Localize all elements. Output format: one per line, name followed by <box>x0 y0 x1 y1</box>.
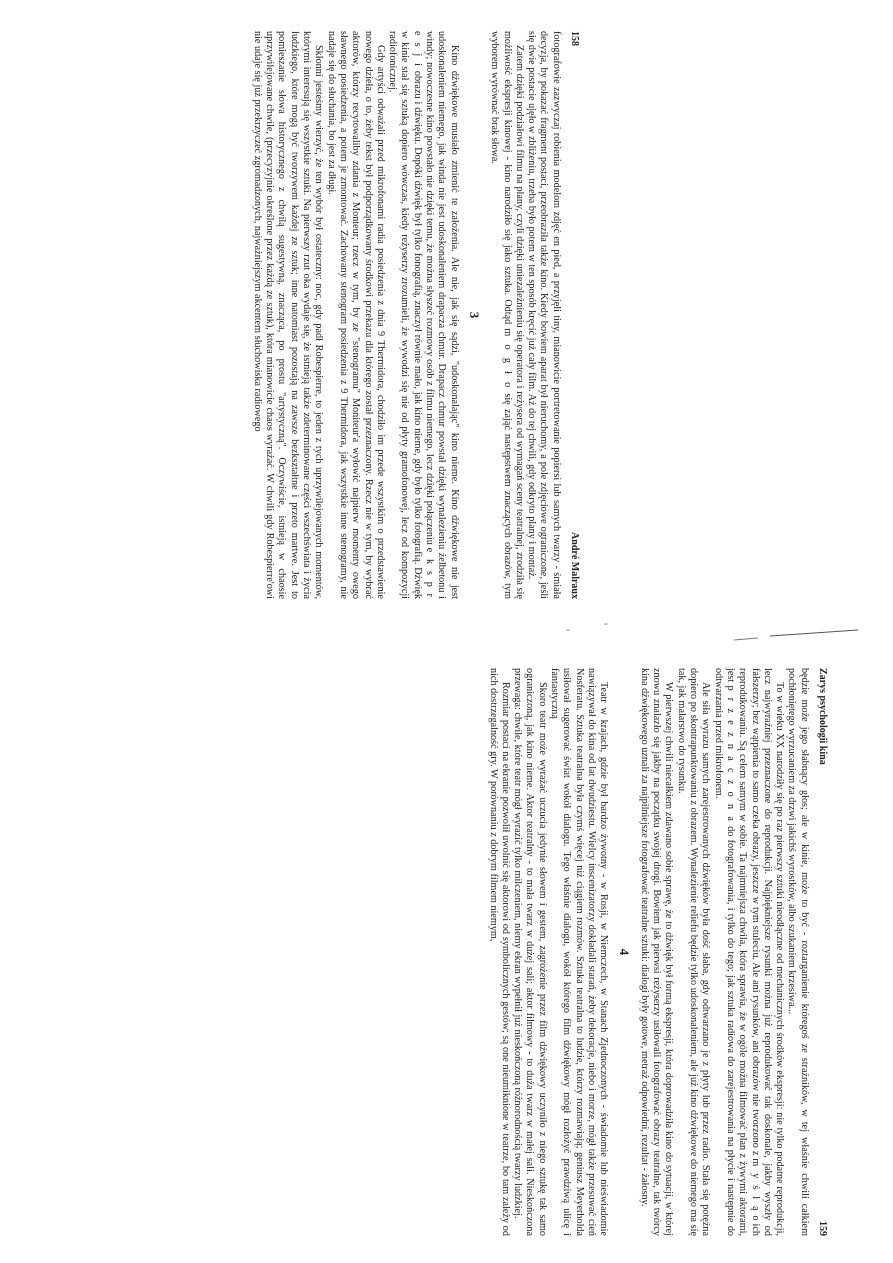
paragraph: Gdy artyści odważali przed mikrofonami radia posiedzenia z dnia 9 Thermidora, chodziło im przede wszystkim o przedstawienie nowego dzieła, o to, żeby tekst był podporządkowany środkowi przekazu dla którego został przeznaczony. Rzecz nie w tym, by wybrać aktorów, którzy recytowaliby zdania z Monteur; rzecz w tym, by ze "stenogramu" Moniteur'a wyłowić najpierw momenty owego sławnego posiedzenia, a potem je zmontować. Zachowany stenogram posiedzenia z 9 Thermidora, jak wszystkie inne stenogramy, nie nadaje się do słuchania, bo jest za długi. <box>325 31 386 599</box>
section-number: 4 <box>616 948 632 956</box>
page-number: 158 <box>569 31 580 46</box>
section-number: 3 <box>466 311 482 319</box>
running-header-right <box>816 668 828 1236</box>
paragraph: Rozmiar postaci na ekranie pozwolił uwolnić się aktorowi od symbolicznych gestów; są one nieumiknione w teatrze, bo tam zależy od nich dostrzegalność gry. W porównaniu z dobrym filmem niemym, <box>487 668 511 1236</box>
paragraph: Zatem dzięki podziałowi filmu na plany, czyli dzięki uniezależnieniu się operatora i reżysera od wymagań sceny teatralnej, zrodziła się możliwość ekspresji kinowej - kino narodziło się jako sztuka. Odtąd m o g ł o się zająć następstwem znaczących obrazów, tym wyborem wyrównać brak słowa. <box>489 31 525 600</box>
paragraph: Skłonni jesteśmy wierzyć, że ten wybór był ostateczny: noc, gdy padł Robespierre, to jeden z tych uprzywilejowanych momentów, którymi interesują się wszystkie sztuki. Na pierwszy rzut oka wydaje się, że istnieją także zdeterminowane części wszechświata i życia ludzkiego, które mogą być tworzywem każdej ze sztuk; inne natomiast pozostają na zawsze bezkształtne i przeto martwe. Jest to pomieszanie słowa historycznego z chwilą sugestywną, znacząca, po prostu "artystyczną". Oczywiście, istnieją w chaosie uprzywilejowane chwile, (przecyzyjnie określone przez każdą ze sztuk), która mianowicie chaos wyrażać. W chwili gdy Robespierre'owi nie udaje się już przekrzyczeć zgromadzonych, najważniejszym akcentem słuchowiska radiowego <box>251 31 325 599</box>
paragraph: Skoro teatr może wyrażać uczucia jedynie słowem i gestem, zagrożenie przez film dźwiękowy uczyniło z niego sztukę tak samo ograniczoną, jak kino nieme. Aktor teatralny - to mała twarz w dużej sali; aktor filmowy - to duża twarz w małej sali. Nieskończona przewaga: chwile, które teatr mógł wyrazić tylko milczeniem, niemy ekran wypełnił już nieskończoną różnorodnością twarzy ludzkiej. <box>512 668 548 1236</box>
paragraph: będzie może jego słabnący głos; ale w kinie, może to być - roztarganienie któregoś ze strażników, w tej właśnie chwili całkiem pochłoniętego wyrzucaniem za drzwi jakichś wyrostków, albo szukaniem krzesiwa... <box>786 668 810 1236</box>
paragraph: Kino dźwiękowe musiało zmienić te założenia. Ale nie, jak się sądzi, "udoskonalając" kino nieme. Kino dźwiękowe nie jest udoskonaleniem niemego, jak winda nie jest udoskonaleniem drapacza chmur. Drapacz chmur powstał dzięki wynalezieniu żelbetonu i windy; nowoczesne kino powstało nie dzięki temu, że można słyszeć rozmowy osób z filmu niemego, lecz dzięki połączeniu e k s p r e s j i obrazu i dźwięku. Dopóki dźwięk był tylko fonografią, znaczył równie mało, jak kino nieme, gdy było tylko fotografią. Dźwięk w kinie stał się sztuką dopiero wówczas, kiedy reżyserzy zrozumieli, że wywodzi się nie od płyty gramofonowej, lecz od kompozycji radiofonicznej. <box>387 31 460 600</box>
running-head: André Malraux <box>569 532 580 599</box>
gutter-dash-2: - <box>566 622 570 636</box>
paragraph: To w wieku XX narodziły się po raz pierwszy sztuki nieodłączne od mechanicznych środków ekspresji: nie tylko podatne reprodukcji, lecz najwyraźniej przeznaczone do reprodukcji. Najpiękniejsze rysunki można już reprodukować tak doskonale, jakby wyszły od fałszerzy; bez wątpienia to samo czeka obrazy, jeszcze w tym stuleciu. Ale ani rysunków, ani obrazów nie tworzono z m y ś l ą o ich reprodukowaniu. Są celem samym w sobie. Ta najmniejsza chwila, która sprawia, że w ogóle można filmować plan z żywymi aktorami, jest p r z e z n a c z o n a do fotografowania, i tylko do tego; jak sztuka radiowa do zarejestrowania na płycie i następnie do odtwarzania przed mikrofonem. <box>712 668 786 1237</box>
page-number: 159 <box>817 1221 828 1236</box>
paragraph: Teatr w krajach, gdzie był bardzo żywotny - w Rosji, w Niemczech, w Stanach Zjednoczonych - świadomie lub nieświadomie nawiązywał do kina od lat dwudziestu. Wielcy inscenizatorzy dokładali starań, żeby dekoracje, niebo i morze, mógł także przesuwać cień Nosferatu. Sztuka teatralna była czymś więcej niż ciągiem rozmów. Sztuka teatralna to ludzie, którzy rozmawiają; geniusz Meyerholda usiłował sugerować świat wokół dialogu. Tego właśnie dialogu, wokół którego film dźwiękowy mógł rozłożyć prawdziwą ulicę i fantastyczną <box>549 668 610 1237</box>
paragraph: W pierwszej chwili niecałkiem zdawano sobie sprawę, że to dźwięk był formą ekspresji, która doprowadziła kino do sytuacji, w której znowu znalazło się jakby na początku swojej drogi. Bowiem jak pierwsi reżyserzy usiłowali fotografować obrazy teatralne, tak twórcy kina dźwiękowego uznali za najpilniejsze fotografować teatralne sztuki: dialogi były gotowe, metraż odpowiedni, rezultat - żałosny. <box>638 668 675 1236</box>
right-page-container <box>378 668 828 1236</box>
paragraph: Ale siła wyrazu samych zarejestrowanych dźwięków była dość słaba, gdy odtwarzano je z płyty lub przez radio. Stała się potężna dopiero po skontrapunktowaniu z obrazem. Wynalezienie reliefu będzie tylko udoskonaleniem, ale już kino dźwiękowe do niemego ma się tak, jak malarstwo do rysunku. <box>675 668 712 1236</box>
running-header-left <box>568 31 580 599</box>
paragraph: fotografowie zazwyczaj robienia modelom zdjęć en pied, a przyjęli tiny, mianowicie portretowanie popiersi lub samych twarzy - śmiała decyzja, by pokazać fragment postaci, przeobraziła także kino. Kiedy bowiem aparat był nieruchomy, a pole zdjęciowe ograniczone, jeśli się dwie postacie ujęło w zbliżeniu, trzeba było potem w ten sposób kręcić już cały film. Aż do tej chwili, gdy odkryto plany i montaż. <box>526 31 562 599</box>
running-head: Zarys psychologii kina <box>817 668 828 765</box>
gutter-dash: - <box>604 616 608 630</box>
left-page-container <box>130 31 580 599</box>
